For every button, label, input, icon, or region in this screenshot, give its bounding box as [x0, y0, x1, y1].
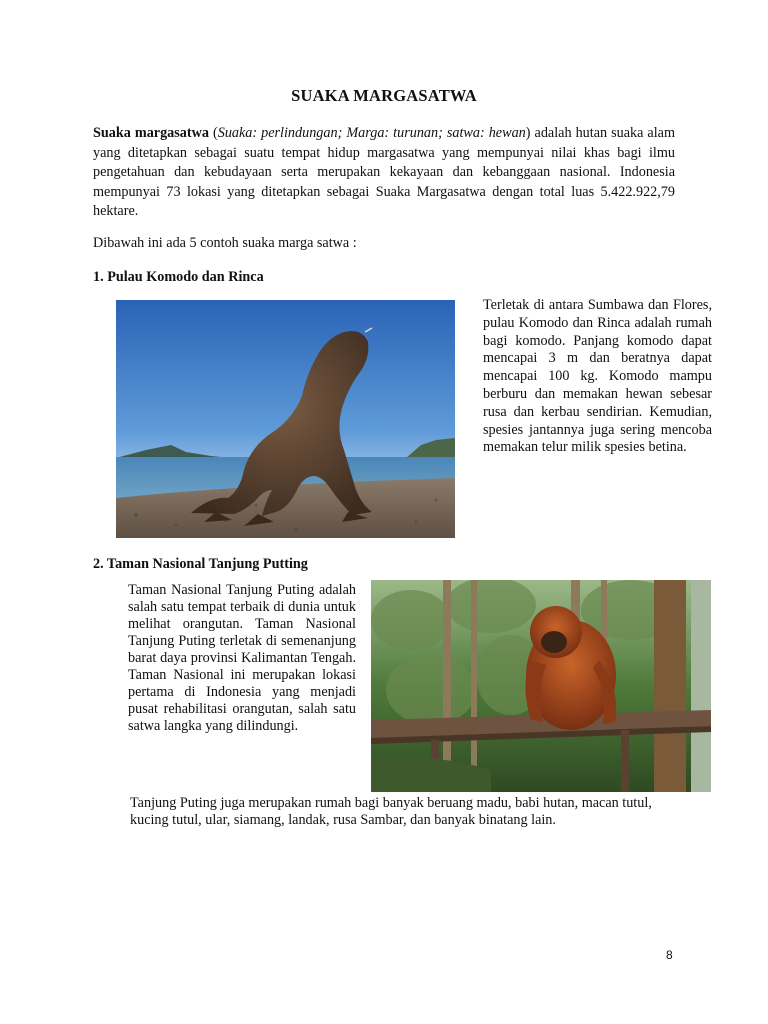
page-number: 8 [666, 948, 673, 962]
intro-body: adalah hutan suaka alam yang ditetapkan sebagai suatu tempat hidup margasatwa yang mempunyai nilai khas bagi ilmu pengetahuan dan kebudayaan serta merupakan kekayaan dan kebanggaan nasional. Indonesia mempunyai 73 lokasi yang ditetapkan sebagai Suaka Margasatwa dengan total luas 5.422.922,79 hektare. [93, 125, 676, 219]
intro-term: Suaka margasatwa [93, 125, 209, 141]
section-heading-tanjung-puting: 2. Taman Nasional Tanjung Putting [93, 556, 308, 572]
page-title: SUAKA MARGASATWA [291, 86, 477, 105]
paren-close: ) [525, 125, 531, 141]
komodo-description: Terletak di antara Sumbawa dan Flores, pulau Komodo dan Rinca adalah rumah bagi komodo. Panjang komodo dapat mencapai 3 m dan beratnya dapat mencapai 100 kg. Komodo mampu berburu dan memakan hewan sebesar rusa dan kerbau sendirian. Kemudian, spesies jantannya juga sering mencoba memakan telur milik spesies betina. [483, 297, 712, 456]
tanjung-puting-extra: Tanjung Puting juga merupakan rumah bagi banyak beruang madu, babi hutan, macan tutul, kucing tutul, ular, siamang, landak, rusa Sambar, dan banyak binatang lain. [130, 795, 652, 828]
paren-open: ( [208, 125, 218, 141]
intro-etymology: Suaka: perlindungan; Marga: turunan; satwa: hewan [217, 125, 526, 141]
tanjung-puting-description: Taman Nasional Tanjung Puting adalah salah satu tempat terbaik di dunia untuk melihat orangutan. Taman Nasional Tanjung Puting terletak di semenanjung barat daya provinsi Kalimantan Tengah. Taman Nasional ini merupakan lokasi pertama di Indonesia yang menjadi pusat rehabilitasi orangutan, salah satu satwa langka yang dilindungi. [128, 582, 356, 734]
intro-paragraph [93, 124, 675, 222]
section-heading-komodo: 1. Pulau Komodo dan Rinca [93, 269, 264, 285]
orangutan-photo [371, 580, 711, 792]
komodo-photo [116, 300, 455, 538]
lead-text: Dibawah ini ada 5 contoh suaka marga satwa : [93, 235, 357, 251]
